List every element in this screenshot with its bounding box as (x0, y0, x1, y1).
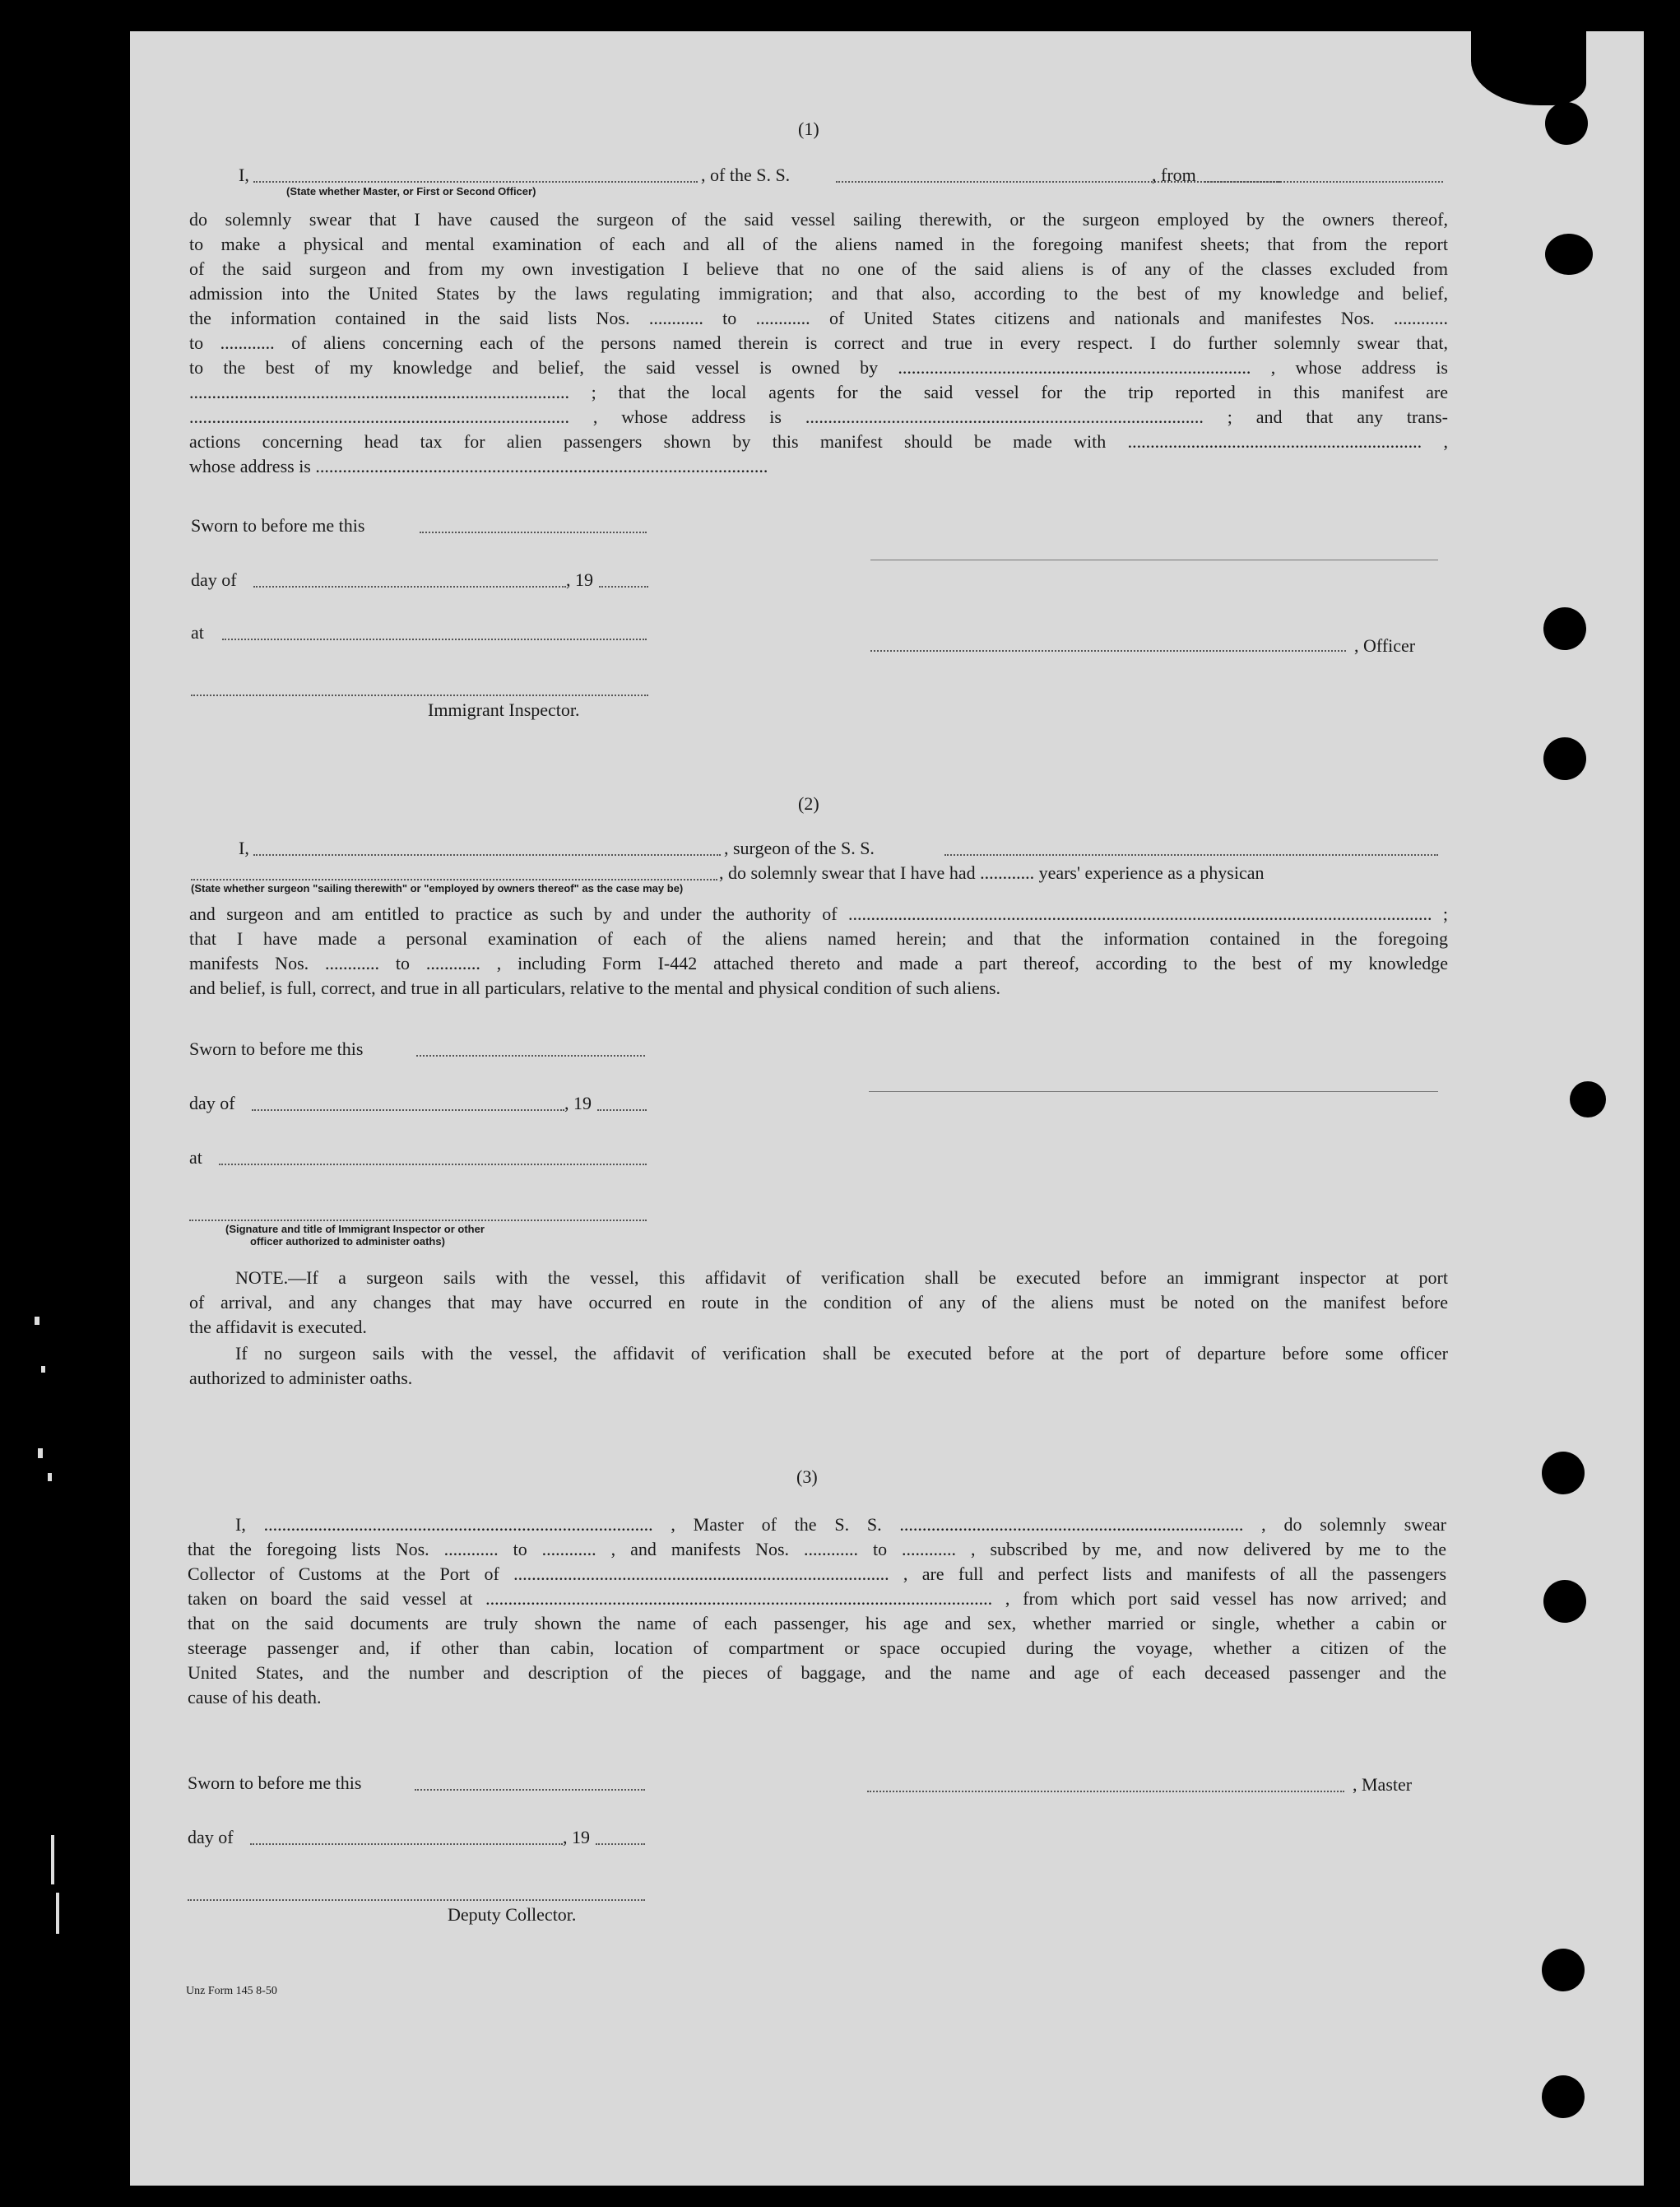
officer-signature-field[interactable] (870, 650, 1346, 652)
section-1-line: .................................................................................... , whose address is ........................................................................................ ; and that any trans- (189, 407, 1448, 427)
punch-hole (1545, 234, 1593, 275)
surgeon-name-field[interactable] (253, 854, 721, 856)
section-1-line: do solemnly swear that I have caused the surgeon of the said vessel sailing therewith, or the surgeon employed by the owners thereof, (189, 209, 1448, 230)
sworn-date-field-2[interactable] (416, 1055, 645, 1057)
surgeon-note: (State whether surgeon "sailing therewith" or "employed by owners thereof" as the case may be) (191, 882, 684, 894)
form-number: Unz Form 145 8-50 (186, 1985, 277, 1997)
day-of-label-2: day of (189, 1093, 235, 1113)
inspector-signature-field[interactable] (191, 695, 648, 696)
surgeon-ship-field[interactable] (944, 854, 1438, 856)
year-field-1[interactable] (599, 586, 648, 588)
section-1-line: whose address is .................................................................................................... (189, 456, 768, 476)
punch-hole (1542, 1452, 1585, 1494)
master-signature-field[interactable] (867, 1791, 1344, 1792)
inspector-label: Immigrant Inspector. (428, 699, 580, 720)
section-3-line: Collector of Customs at the Port of ................................................................................... , are full and perfect lists and manifests of all the passengers (188, 1563, 1446, 1584)
from-label: , from (1152, 165, 1196, 185)
scan-artifact (35, 1317, 39, 1325)
collector-label: Deputy Collector. (448, 1904, 577, 1925)
punch-hole (1545, 102, 1588, 145)
surgeon-ship-label: , surgeon of the S. S. (724, 838, 875, 858)
at-label-1: at (191, 622, 204, 643)
section-3-line: I, ...................................................................................... , Master of the S. S. ............................................................................ , do solemnly swear (235, 1514, 1446, 1535)
note-line: authorized to administer oaths. (189, 1368, 413, 1388)
note-line: of arrival, and any changes that may have occurred en route in the condition of any of the aliens must be noted on the manifest before (189, 1292, 1448, 1313)
from-port-field[interactable] (1204, 181, 1443, 183)
year-label-3: , 19 (563, 1827, 590, 1847)
punch-hole (1542, 2075, 1585, 2118)
sig-note-line-1: (Signature and title of Immigrant Inspector or other (225, 1223, 485, 1235)
section-1-number: (1) (798, 118, 819, 139)
sworn-date-field-1[interactable] (420, 532, 647, 533)
section-2-line: manifests Nos. ............ to ............ , including Form I-442 attached thereto and made a part thereof, according to the best of my knowledge (189, 953, 1448, 973)
sworn-label-2: Sworn to before me this (189, 1038, 364, 1059)
section-1-line: to make a physical and mental examination of each and all of the aliens named in the foregoing manifest sheets; that from the report (189, 234, 1448, 254)
scan-artifact (41, 1366, 45, 1373)
note-line: If no surgeon sails with the vessel, the affidavit of verification shall be executed before at the port of departure before some officer (235, 1343, 1448, 1364)
sworn-label-1: Sworn to before me this (191, 515, 365, 536)
at-field-2[interactable] (219, 1164, 647, 1165)
at-label-2: at (189, 1147, 202, 1168)
inspector-signature-field-2[interactable] (189, 1220, 647, 1221)
signature-line-2[interactable] (869, 1091, 1438, 1092)
section-2-line: that I have made a personal examination of each of the aliens named herein; and that the information contained in the foregoing (189, 928, 1448, 949)
scan-artifact (56, 1893, 59, 1934)
surgeon-lead: I, (239, 838, 249, 858)
section-1-line: actions concerning head tax for alien passengers shown by this manifest should be made with ................................................................. , (189, 431, 1448, 452)
punch-hole (1543, 1580, 1586, 1623)
section-1-line: .................................................................................... ; that the local agents for the said vessel for the trip reported in this manifest are (189, 382, 1448, 402)
section-3-line: cause of his death. (188, 1687, 322, 1708)
collector-signature-field[interactable] (188, 1899, 645, 1901)
year-field-3[interactable] (596, 1843, 645, 1845)
day-of-label-1: day of (191, 569, 237, 590)
day-of-field-1[interactable] (253, 586, 566, 588)
sworn-date-field-3[interactable] (415, 1789, 645, 1791)
master-label: , Master (1353, 1774, 1413, 1795)
section-2-number: (2) (798, 793, 819, 814)
sig-note-line-2: officer authorized to administer oaths) (250, 1235, 445, 1248)
surgeon-oath-line: , do solemnly swear that I have had ............ years' experience as a physican (719, 862, 1265, 883)
note-line: NOTE.—If a surgeon sails with the vessel, this affidavit of verification shall be executed before an immigrant inspector at port (235, 1267, 1448, 1288)
scan-artifact (51, 1835, 54, 1884)
ship-label: , of the S. S. (701, 165, 791, 185)
section-2-line: and belief, is full, correct, and true in all particulars, relative to the mental and physical condition of such aliens. (189, 978, 1001, 998)
year-label-1: , 19 (566, 569, 593, 590)
officer-label: , Officer (1354, 635, 1416, 656)
punch-hole (1543, 607, 1586, 650)
section-3-line: steerage passenger and, if other than cabin, location of compartment or space occupied during the voyage, whether a citizen of the (188, 1638, 1446, 1658)
section-1-line: to ............ of aliens concerning each of the persons named therein is correct and true in every respect. I do further solemnly swear that, (189, 332, 1448, 353)
section-1-line: the information contained in the said lists Nos. ............ to ............ of United States citizens and nationals and manifestes Nos. ............ (189, 308, 1448, 328)
section-3-number: (3) (796, 1466, 818, 1487)
section-1-line: of the said surgeon and from my own investigation I believe that no one of the said aliens is of any of the classes excluded from (189, 258, 1448, 279)
corner-tear (1471, 31, 1586, 105)
scan-artifact (38, 1448, 43, 1458)
day-of-label-3: day of (188, 1827, 234, 1847)
section-3-line: United States, and the number and description of the pieces of baggage, and the name and age of each deceased passenger and the (188, 1662, 1446, 1683)
note-line: the affidavit is executed. (189, 1317, 367, 1337)
day-of-field-3[interactable] (250, 1843, 563, 1845)
officer-note: (State whether Master, or First or Second Officer) (286, 185, 536, 197)
section-3-line: taken on board the said vessel at ................................................................................................................ , from which port said vessel has now arrived; and (188, 1588, 1446, 1609)
punch-hole (1570, 1081, 1606, 1117)
officer-name-field[interactable] (253, 181, 698, 183)
punch-hole (1542, 1949, 1585, 1991)
officer-lead: I, (239, 165, 249, 185)
year-field-2[interactable] (597, 1109, 647, 1111)
section-3-line: that on the said documents are truly shown the name of each passenger, his age and sex, whether married or single, whether a cabin or (188, 1613, 1446, 1633)
day-of-field-2[interactable] (252, 1109, 564, 1111)
form-page (130, 31, 1644, 2186)
section-2-line: and surgeon and am entitled to practice as such by and under the authority of ................................................................................................................................. ; (189, 904, 1448, 924)
surgeon-status-field[interactable] (191, 879, 717, 880)
section-1-line: admission into the United States by the laws regulating immigration; and that also, according to the best of my knowledge and belief, (189, 283, 1448, 304)
punch-hole (1543, 737, 1586, 780)
scan-artifact (48, 1473, 52, 1481)
at-field-1[interactable] (222, 639, 647, 640)
section-1-line: to the best of my knowledge and belief, the said vessel is owned by .............................................................................. , whose address is (189, 357, 1448, 378)
year-label-2: , 19 (564, 1093, 592, 1113)
section-3-line: that the foregoing lists Nos. ............ to ............ , and manifests Nos. ............ to ............ , subscribed by me, and now delivered by me to the (188, 1539, 1446, 1559)
sworn-label-3: Sworn to before me this (188, 1773, 362, 1793)
